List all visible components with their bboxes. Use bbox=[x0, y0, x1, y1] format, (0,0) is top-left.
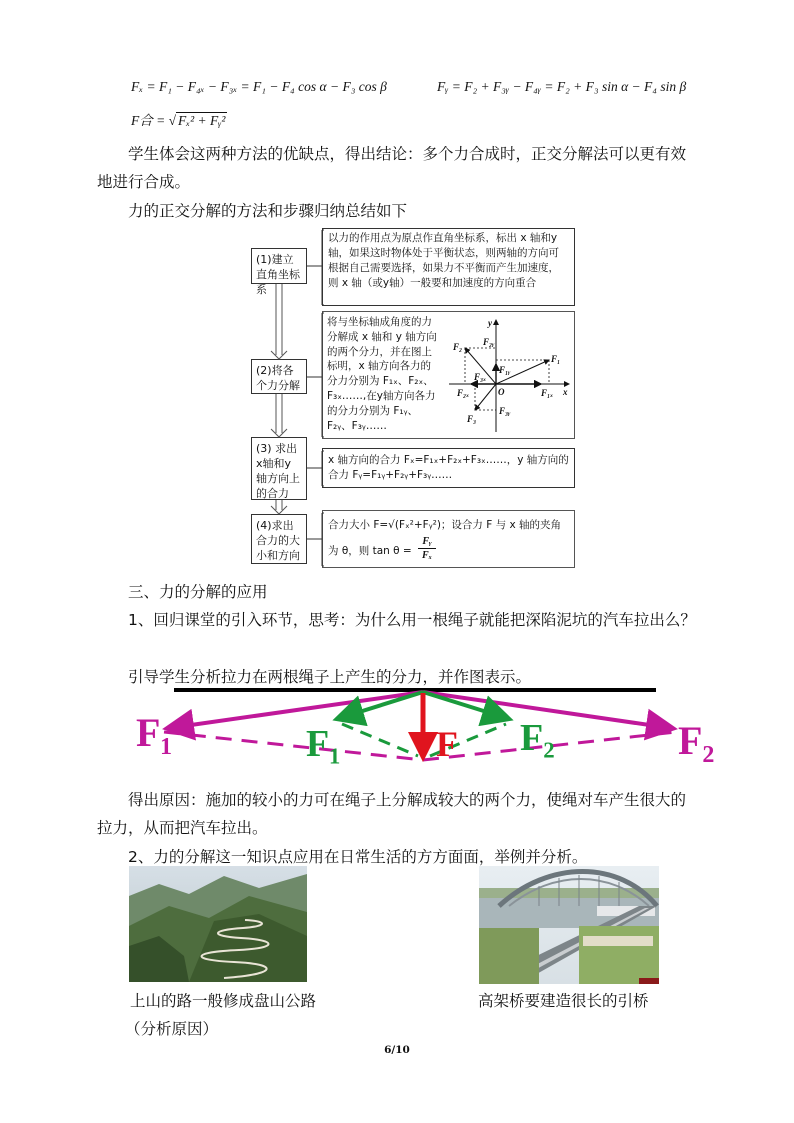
step-3-description: x 轴方向的合力 Fₓ=F₁ₓ+F₂ₓ+F₃ₓ……，y 轴方向的合力 Fᵧ=F₁ᵧ+F₂ᵧ+F₃ᵧ…… bbox=[322, 448, 575, 488]
big-f1-arrow bbox=[170, 692, 423, 728]
diagram-label-f2y: F₂ᵧ bbox=[483, 337, 495, 347]
section-3-item-1: 1、回归课堂的引入环节，思考：为什么用一根绳子就能把深陷泥坑的汽车拉出么？ bbox=[128, 611, 696, 629]
flowchart-connectors bbox=[240, 225, 330, 570]
section-3-result: 得出原因：施加的较小的力可在绳子上分解成较大的两个力，使绳对车产生很大的拉力，从而把汽车拉出。 bbox=[97, 791, 687, 837]
tan-denominator: Fₓ bbox=[421, 550, 433, 561]
diagram-label-f2: F₂ bbox=[453, 342, 463, 352]
right-photo-caption: 高架桥要建造很长的引桥 bbox=[478, 992, 649, 1010]
page-number: 6/10 bbox=[384, 1044, 410, 1056]
bridge-photo bbox=[479, 866, 659, 984]
step-4-box: (4)求出合力的大小和方向 bbox=[251, 514, 307, 564]
mountain-road-illustration bbox=[129, 866, 307, 982]
step-3-box: (3) 求出x轴和y轴方向上的合力 bbox=[251, 437, 307, 500]
diagram-label-f2x: F₂ₓ bbox=[457, 388, 470, 398]
diagram-label-o: O bbox=[498, 387, 505, 397]
f3-vector bbox=[475, 384, 496, 410]
mountain-road-photo bbox=[129, 866, 307, 982]
step-1-description: 以力的作用点为原点作直角坐标系，标出 x 轴和y轴，如果这时物体处于平衡状态，则两轴的方向可根据自己需要选择，如果力不平衡而产生加速度，则 x 轴（或y轴）一般要和加速度的方向重合 bbox=[322, 228, 575, 306]
diagram-label-f1y: F₁ᵧ bbox=[499, 365, 511, 375]
rope-force-diagram bbox=[120, 680, 730, 780]
formula-fx: Fₓ = F₁ − F₄ₓ − F₃ₓ = F₁ − F₄ cos α − F₃ cos β bbox=[131, 79, 387, 94]
force-decomposition-diagram bbox=[441, 314, 573, 436]
section-3-heading: 三、力的分解的应用 bbox=[128, 583, 268, 601]
section-3-item-2: 2、力的分解这一知识点应用在日常生活的方方面面，举例并分析。 bbox=[128, 848, 588, 866]
small-f2-label: F₂ bbox=[520, 717, 555, 759]
left-photo-caption: 上山的路一般修成盘山公路 bbox=[130, 992, 317, 1010]
step-4-description-a: 合力大小 F=√(Fₓ²+Fᵧ²)；设合力 F 与 x 轴的夹角 bbox=[328, 519, 562, 531]
left-photo-note: （分析原因） bbox=[125, 1020, 219, 1038]
bridge-illustration bbox=[479, 866, 659, 984]
diagram-label-f3x: F₃ₓ bbox=[474, 372, 487, 382]
diagram-label-f3y: F₃ᵧ bbox=[499, 406, 511, 416]
diagram-label-f1x: F₁ₓ bbox=[541, 388, 554, 398]
formula-fhe: F合 = √ Fₓ² + Fᵧ² bbox=[131, 113, 226, 128]
conclusion-paragraph: 学生体会这两种方法的优缺点，得出结论：多个力合成时，正交分解法可以更有效地进行合成。 bbox=[97, 145, 687, 191]
tan-numerator: Fᵧ bbox=[418, 535, 436, 549]
formula-fy: Fᵧ = F₂ + F₃ᵧ − F₄ᵧ = F₂ + F₃ sin α − F₄ sin β bbox=[437, 79, 687, 94]
big-parallelogram-left bbox=[164, 732, 423, 760]
summary-intro: 力的正交分解的方法和步骤归纳总结如下 bbox=[128, 202, 408, 220]
section-3-guide: 引导学生分析拉力在两根绳子上产生的分力，并作图表示。 bbox=[128, 668, 532, 686]
diagram-label-y: y bbox=[488, 318, 492, 328]
step-1-box: (1)建立直角坐标系 bbox=[251, 248, 307, 284]
step-2-panel bbox=[322, 311, 575, 439]
diagram-label-f3: F₃ bbox=[467, 414, 477, 424]
diagram-label-f1: F₁ bbox=[551, 354, 561, 364]
big-f1-label: F₁ bbox=[136, 710, 173, 755]
small-f2-arrow bbox=[423, 692, 506, 718]
force-f-label: F bbox=[436, 724, 458, 764]
step-4-description-b: 为 θ，则 tan θ = bbox=[328, 545, 412, 557]
formula-fhe-expr: Fₓ² + Fᵧ² bbox=[178, 113, 226, 128]
diagram-label-x: x bbox=[563, 387, 568, 397]
tan-fraction bbox=[418, 535, 436, 562]
big-f2-label: F₂ bbox=[678, 718, 715, 763]
step-2-description: 将与坐标轴成角度的力分解成 x 轴和 y 轴方向的两个分力，并在图上标明，x 轴方向各力的分力分别为 F₁ₓ、F₂ₓ、F₃ₓ……,在y轴方向各力的分力分别为 F₁ᵧ、F₂ᵧ、F₃ᵧ…… bbox=[327, 316, 437, 432]
formula-fhe-label: F合 = bbox=[131, 113, 166, 128]
small-f1-label: F₁ bbox=[306, 723, 341, 765]
step-2-box: (2)将各个力分解 bbox=[251, 359, 307, 394]
step-4-panel bbox=[322, 510, 575, 568]
